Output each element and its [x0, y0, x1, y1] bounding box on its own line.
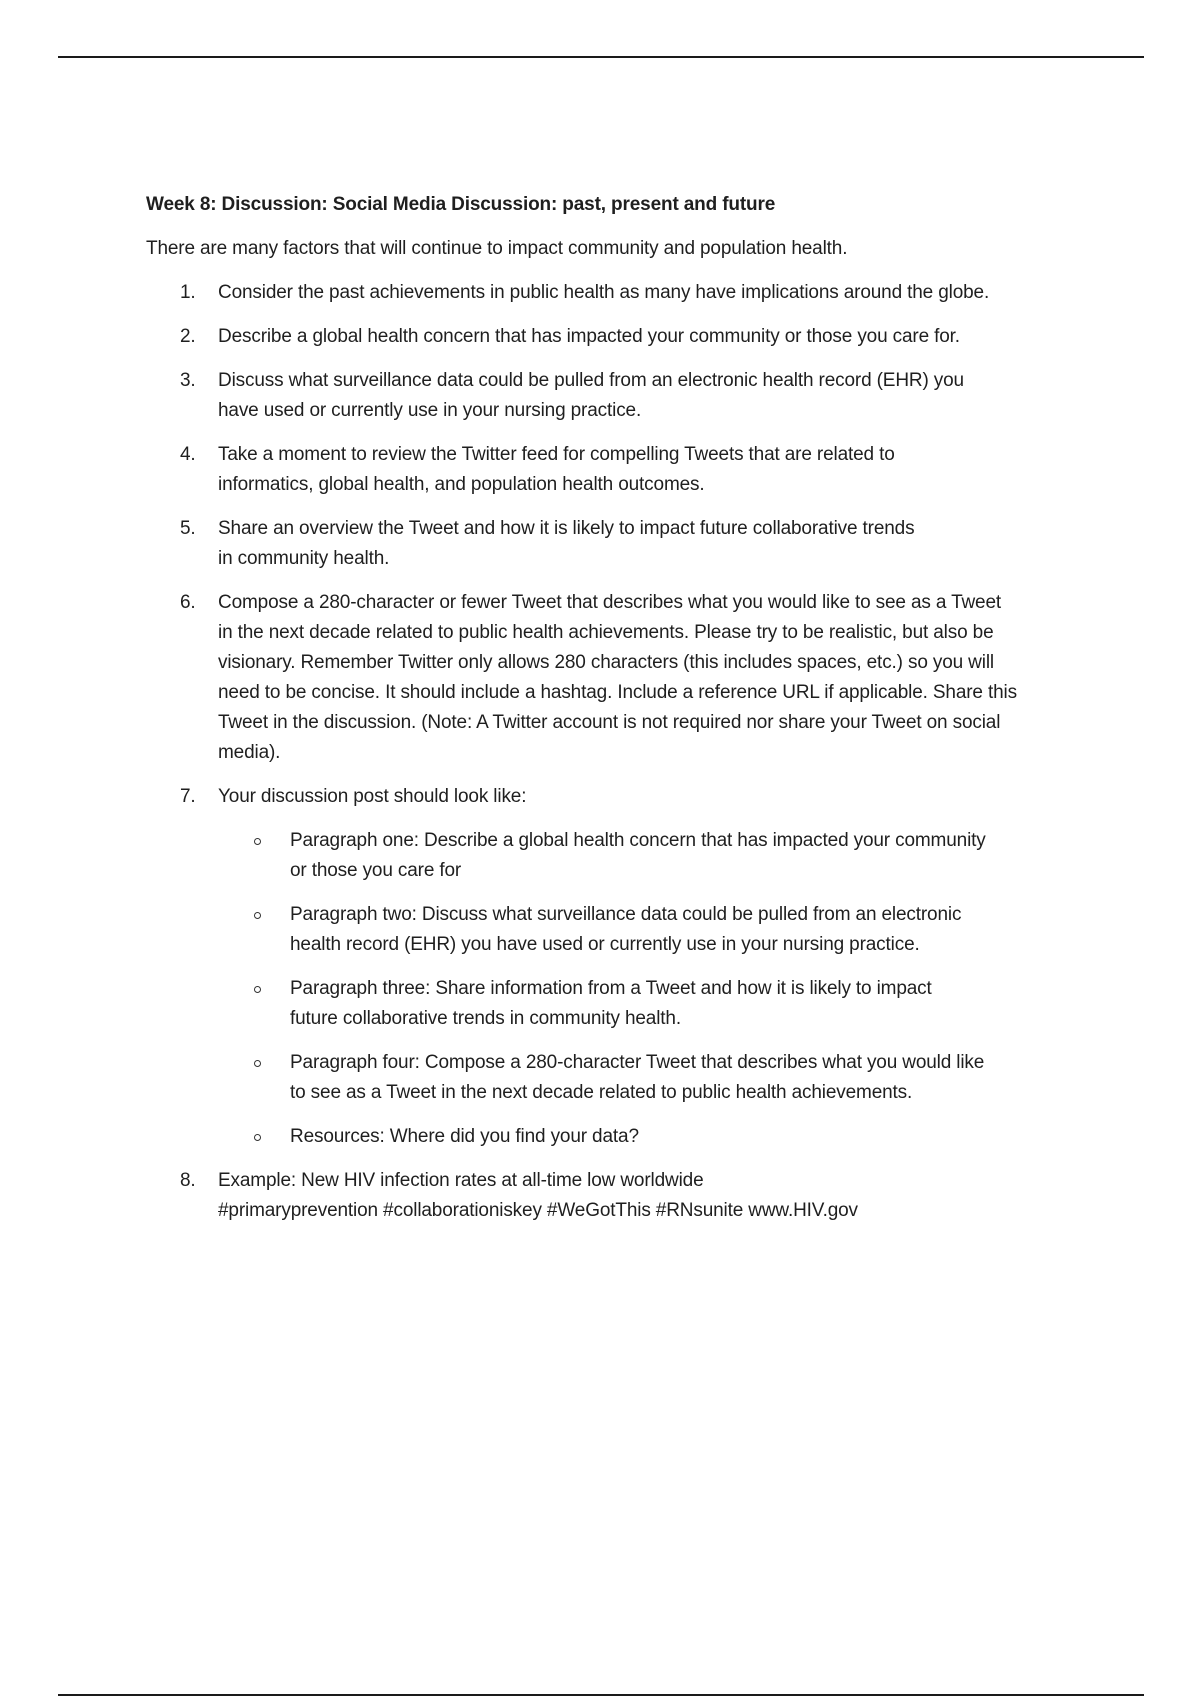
sub-list: [218, 826, 1086, 1152]
list-item-number: 1.: [180, 282, 196, 303]
document-title: Week 8: Discussion: Social Media Discussion: past, present and future: [146, 194, 776, 215]
circle-bullet-icon: [254, 986, 261, 993]
list-item: [146, 782, 1086, 1152]
header-rule: [58, 56, 1144, 58]
list-item-number: 8.: [180, 1170, 196, 1191]
sub-list-item-text: health record (EHR) you have used or currently use in your nursing practice.: [290, 934, 920, 955]
document-body: [146, 190, 1086, 1240]
list-item-text: need to be concise. It should include a hashtag. Include a reference URL if applicable. Share this: [218, 682, 1017, 703]
list-item-text: Tweet in the discussion. (Note: A Twitter account is not required nor share your Tweet on social: [218, 712, 1001, 733]
footer-rule: [58, 1694, 1144, 1696]
list-item: [146, 588, 1086, 768]
circle-bullet-icon: [254, 838, 261, 845]
instructions-list: [146, 278, 1086, 1226]
sub-list-item-text: or those you care for: [290, 860, 462, 881]
list-item-text: #primaryprevention #collaborationiskey #WeGotThis #RNsunite www.HIV.gov: [218, 1200, 858, 1221]
list-item-text: Share an overview the Tweet and how it is likely to impact future collaborative trends: [218, 518, 915, 539]
list-item-text: Discuss what surveillance data could be pulled from an electronic health record (EHR) you: [218, 370, 964, 391]
list-item-text: Example: New HIV infection rates at all-time low worldwide: [218, 1170, 704, 1191]
sub-list-item: [218, 1122, 1086, 1152]
list-item-text: Describe a global health concern that has impacted your community or those you care for.: [218, 326, 960, 347]
list-item-text: in community health.: [218, 548, 390, 569]
intro-paragraph: There are many factors that will continue to impact community and population health.: [146, 238, 848, 259]
list-item: [146, 322, 1086, 352]
sub-list-item-text: Paragraph one: Describe a global health concern that has impacted your community: [290, 830, 986, 851]
list-item: [146, 1166, 1086, 1226]
list-item: [146, 440, 1086, 500]
sub-list-item-text: Paragraph three: Share information from a Tweet and how it is likely to impact: [290, 978, 932, 999]
sub-list-item-text: to see as a Tweet in the next decade related to public health achievements.: [290, 1082, 913, 1103]
list-item-number: 3.: [180, 370, 196, 391]
list-item: [146, 366, 1086, 426]
list-item-number: 6.: [180, 592, 196, 613]
list-item-number: 4.: [180, 444, 196, 465]
sub-list-item-text: Resources: Where did you find your data?: [290, 1126, 639, 1147]
list-item-text: in the next decade related to public health achievements. Please try to be realistic, but also be: [218, 622, 994, 643]
sub-list-item: [218, 900, 1086, 960]
list-item-number: 7.: [180, 786, 196, 807]
sub-list-item-text: future collaborative trends in community health.: [290, 1008, 681, 1029]
circle-bullet-icon: [254, 1134, 261, 1141]
circle-bullet-icon: [254, 912, 261, 919]
list-item-text: Take a moment to review the Twitter feed for compelling Tweets that are related to: [218, 444, 895, 465]
sub-list-item: [218, 1048, 1086, 1108]
list-item-number: 5.: [180, 518, 196, 539]
sub-list-item: [218, 826, 1086, 886]
list-item: [146, 514, 1086, 574]
list-item-text: have used or currently use in your nursing practice.: [218, 400, 642, 421]
circle-bullet-icon: [254, 1060, 261, 1067]
list-item-text: Consider the past achievements in public health as many have implications around the globe.: [218, 282, 990, 303]
list-item: [146, 278, 1086, 308]
sub-list-item-text: Paragraph two: Discuss what surveillance data could be pulled from an electronic: [290, 904, 962, 925]
sub-list-item: [218, 974, 1086, 1034]
list-item-number: 2.: [180, 326, 196, 347]
list-item-text: visionary. Remember Twitter only allows 280 characters (this includes spaces, etc.) so you will: [218, 652, 994, 673]
list-item-text: media).: [218, 742, 281, 763]
list-item-text: Your discussion post should look like:: [218, 786, 527, 807]
list-item-text: informatics, global health, and population health outcomes.: [218, 474, 705, 495]
sub-list-item-text: Paragraph four: Compose a 280-character Tweet that describes what you would like: [290, 1052, 985, 1073]
list-item-text: Compose a 280-character or fewer Tweet that describes what you would like to see as a Tweet: [218, 592, 1002, 613]
